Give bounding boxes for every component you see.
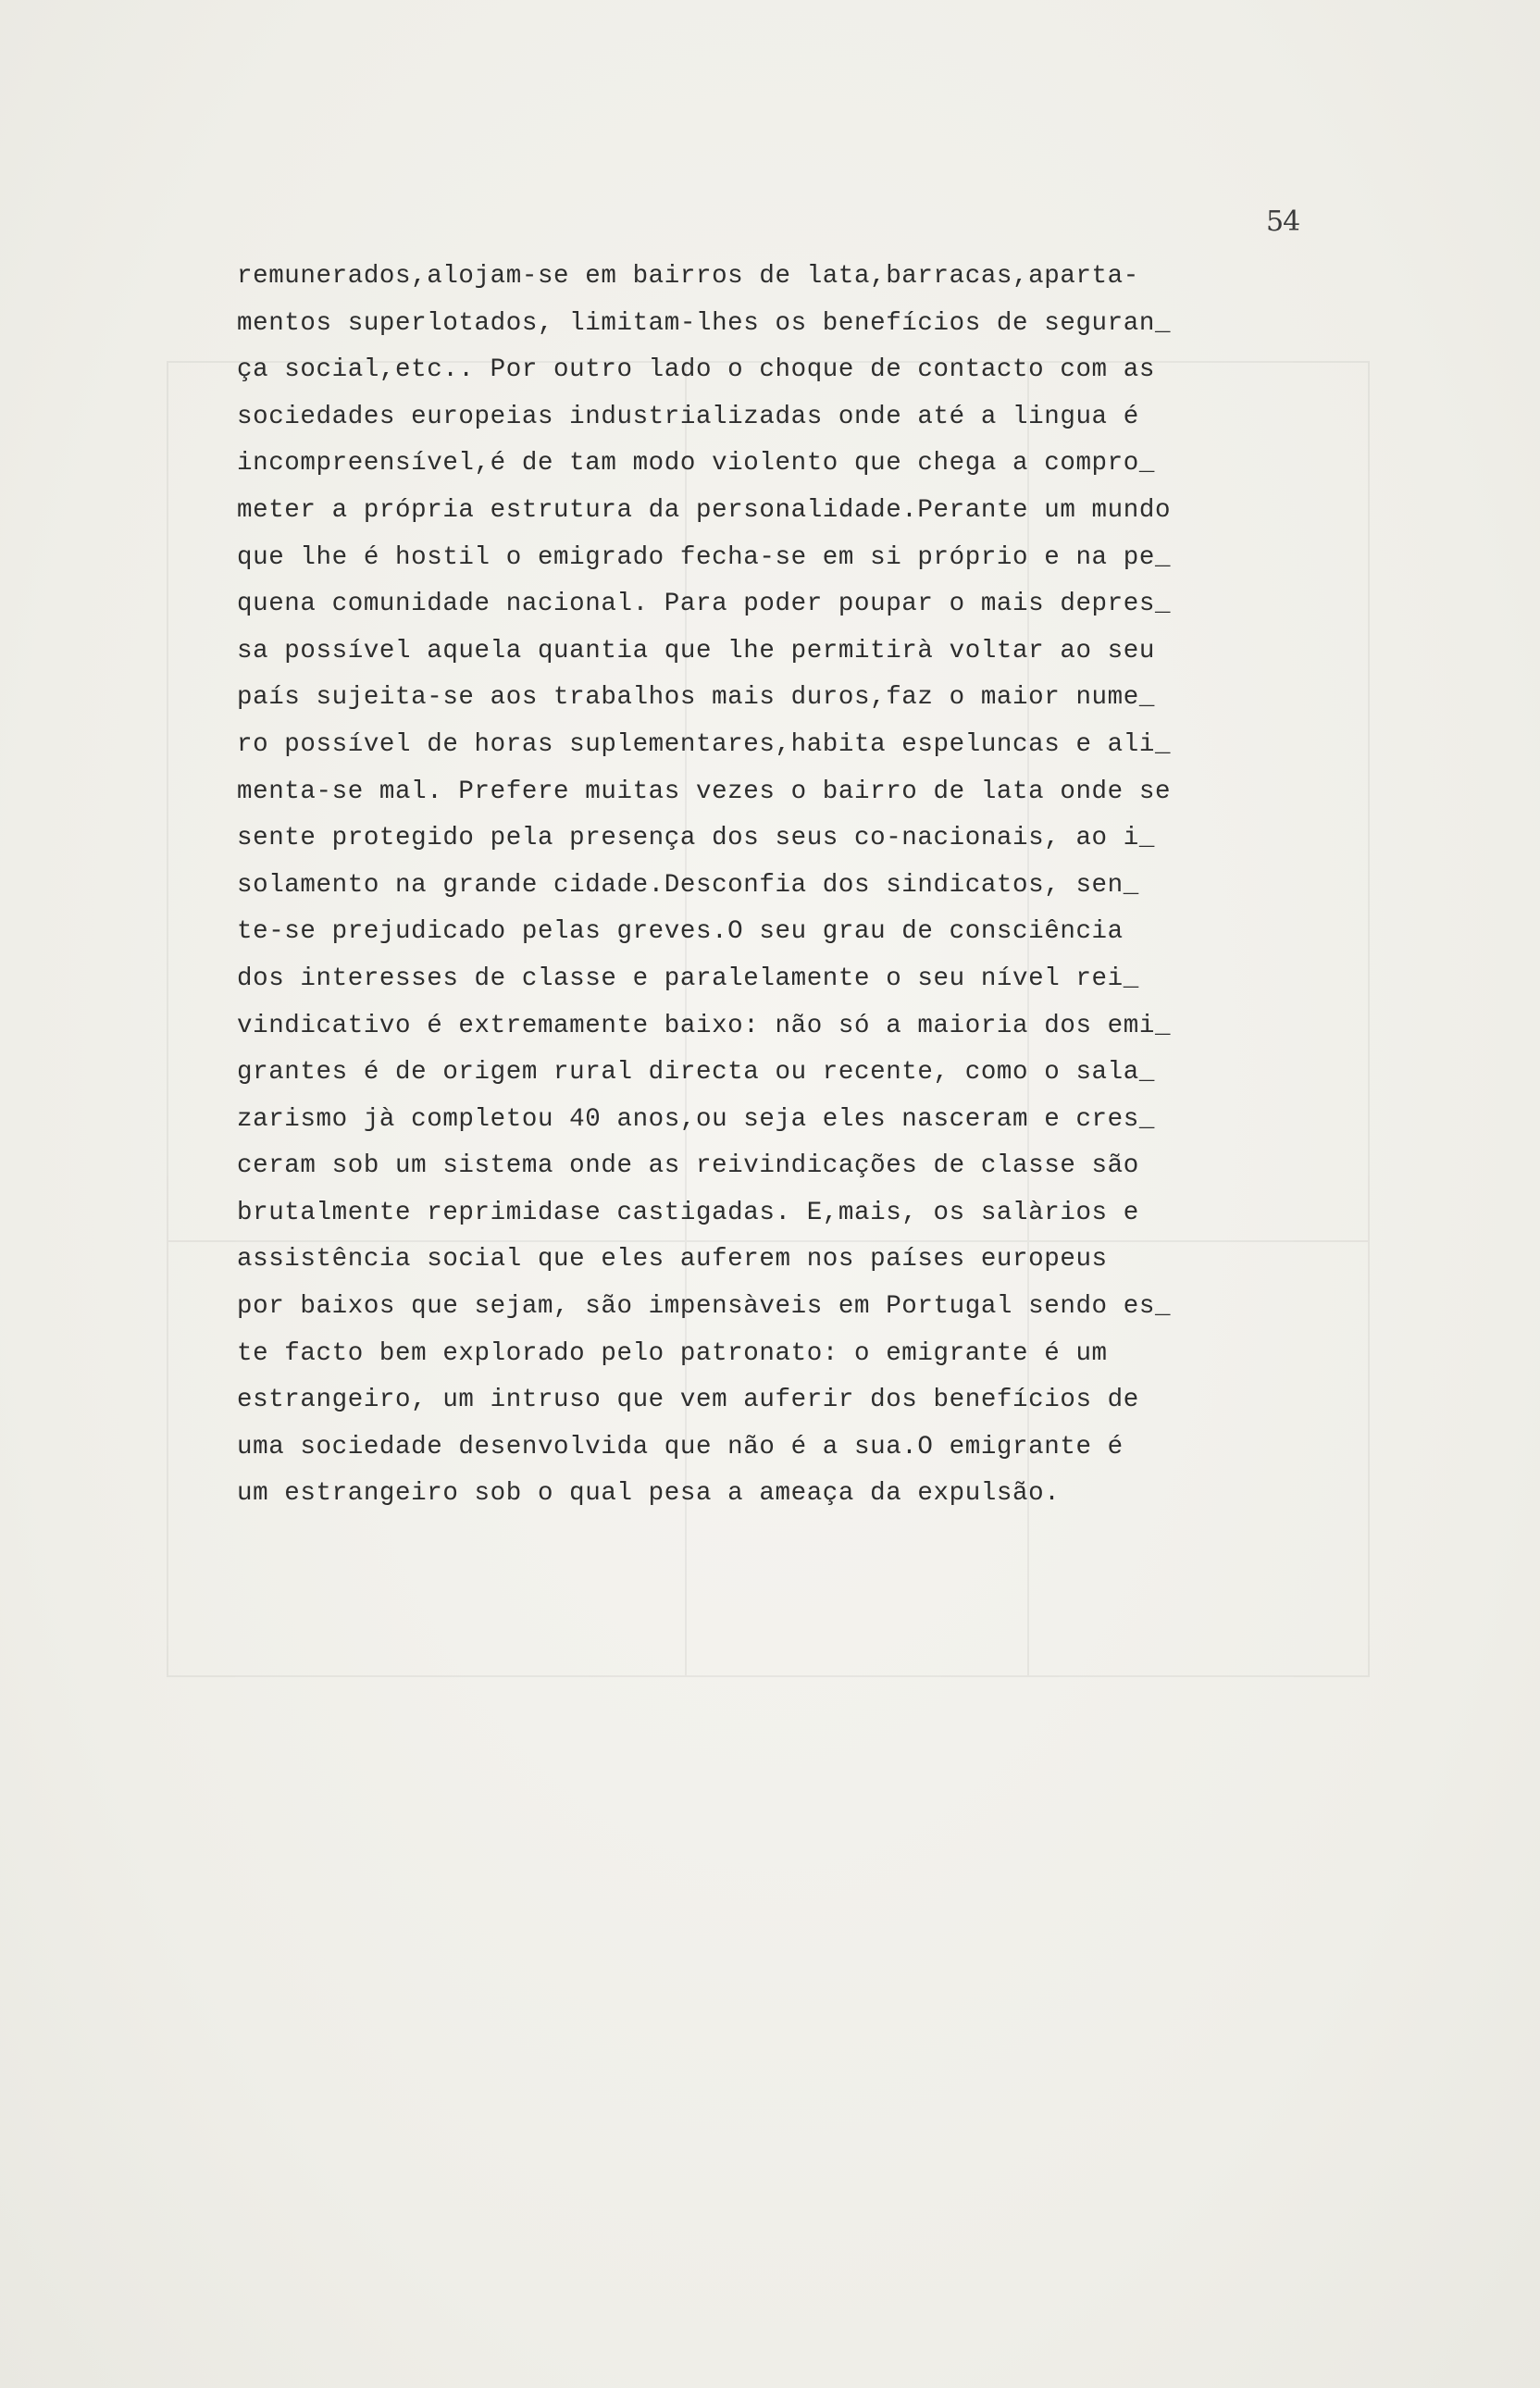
text-line: ro possível de horas suplementares,habita espeluncas e ali_ bbox=[237, 729, 1172, 759]
text-line: grantes é de origem rural directa ou recente, como o sala_ bbox=[237, 1058, 1155, 1088]
text-line: sa possível aquela quantia que lhe permitirà voltar ao seu bbox=[237, 636, 1155, 665]
text-line: zarismo jà completou 40 anos,ou seja eles nasceram e cres_ bbox=[237, 1104, 1155, 1134]
text-line: te facto bem explorado pelo patronato: o emigrante é um bbox=[237, 1338, 1108, 1368]
text-line: dos interesses de classe e paralelamente o seu nível rei_ bbox=[237, 964, 1139, 993]
text-line: assistência social que eles auferem nos países europeus bbox=[237, 1245, 1108, 1275]
text-line: te-se prejudicado pelas greves.O seu grau de consciência bbox=[237, 917, 1124, 947]
text-line: meter a própria estrutura da personalidade.Perante um mundo bbox=[237, 495, 1172, 525]
text-line: vindicativo é extremamente baixo: não só a maioria dos emi_ bbox=[237, 1011, 1172, 1040]
text-line: país sujeita-se aos trabalhos mais duros,faz o maior nume_ bbox=[237, 683, 1155, 713]
text-line: sociedades europeias industrializadas onde até a lingua é bbox=[237, 402, 1139, 431]
text-line: incompreensível,é de tam modo violento que chega a compro_ bbox=[237, 449, 1155, 479]
text-line: remunerados,alojam-se em bairros de lata,barracas,aparta- bbox=[237, 262, 1139, 291]
body-paragraph bbox=[237, 254, 1375, 1518]
text-line: ceram sob um sistema onde as reivindicações de classe são bbox=[237, 1151, 1139, 1181]
text-line: sente protegido pela presença dos seus co-nacionais, ao i_ bbox=[237, 824, 1155, 853]
text-line: menta-se mal. Prefere muitas vezes o bairro de lata onde se bbox=[237, 777, 1172, 806]
text-line: solamento na grande cidade.Desconfia dos sindicatos, sen_ bbox=[237, 870, 1139, 900]
text-line: mentos superlotados, limitam-lhes os benefícios de seguran_ bbox=[237, 308, 1172, 338]
text-line: ça social,etc.. Por outro lado o choque de contacto com as bbox=[237, 355, 1155, 385]
text-line: quena comunidade nacional. Para poder poupar o mais depres_ bbox=[237, 590, 1172, 619]
text-line: brutalmente reprimidase castigadas. E,mais, os salàrios e bbox=[237, 1198, 1139, 1227]
text-line: estrangeiro, um intruso que vem auferir dos benefícios de bbox=[237, 1386, 1139, 1415]
text-line: uma sociedade desenvolvida que não é a sua.O emigrante é bbox=[237, 1432, 1124, 1461]
text-line: um estrangeiro sob o qual pesa a ameaça da expulsão. bbox=[237, 1479, 1061, 1509]
text-line: que lhe é hostil o emigrado fecha-se em si próprio e na pe_ bbox=[237, 542, 1172, 572]
page-number: 54 bbox=[1266, 205, 1300, 238]
text-line: por baixos que sejam, são impensàveis em Portugal sendo es_ bbox=[237, 1292, 1172, 1322]
